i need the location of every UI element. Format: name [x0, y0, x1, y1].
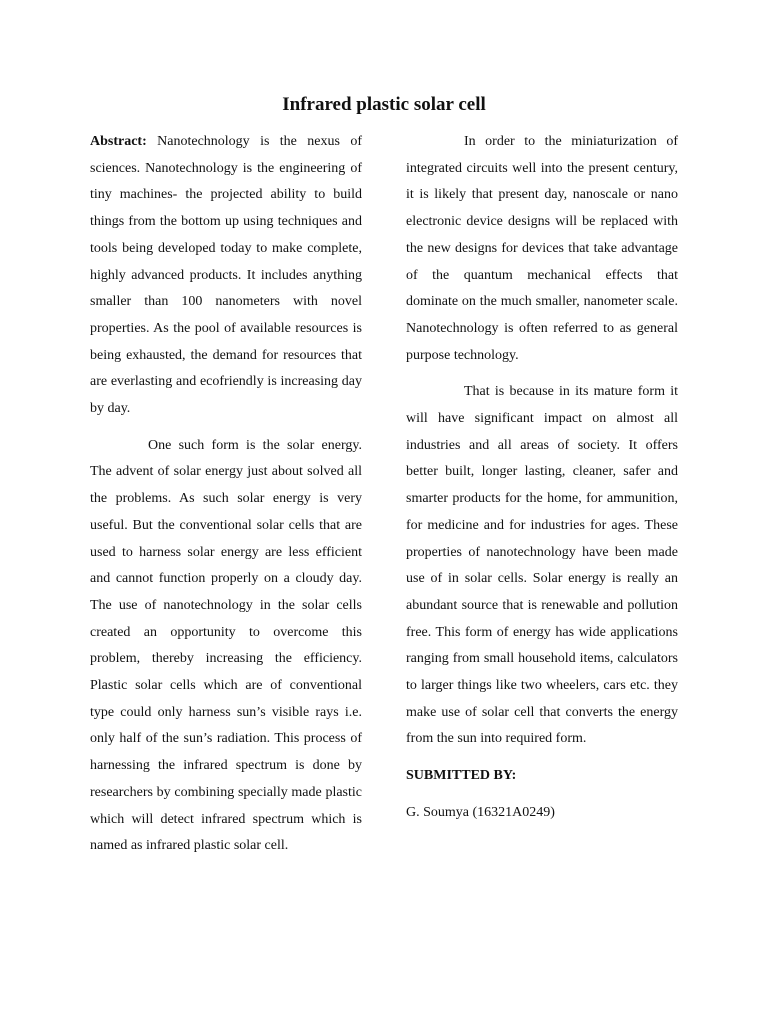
miniaturization-paragraph: In order to the miniaturization of integrated circuits well into the present century, it is likely that present day, nanoscale or nano electronic device designs will be replaced with the new designs for devices that take advantage of the quantum mechanical effects that dominate on the much smaller, nanometer scale. Nanotechnology is often referred to as general purpose technology.: [406, 134, 678, 363]
submitted-by-heading: SUBMITTED BY:: [406, 768, 517, 784]
solar-energy-paragraph: One such form is the solar energy. The advent of solar energy just about solved all the problems. As such solar energy is very useful. But the conventional solar cells that are used to harness solar energy are less efficient and cannot function properly on a cloudy day. The use of nanotechnology in the solar cells created an opportunity to overcome this problem, thereby increasing the efficiency. Plastic solar cells which are of conventional type could only harness sun’s visible rays i.e. only half of the sun’s radiation. This process of harnessing the infrared spectrum is done by researchers by combining specially made plastic which will detect infrared spectrum which is named as infrared plastic solar cell.: [90, 437, 362, 854]
left-column: [90, 129, 362, 860]
abstract-label: Abstract:: [90, 134, 147, 149]
abstract-text: Nanotechnology is the nexus of sciences. Nanotechnology is the engineering of tiny machines- the projected ability to build things from the bottom up using techniques and tools being developed today to make complete, highly advanced products. It includes anything smaller than 100 nanometers with novel properties. As the pool of available resources is being exhausted, the demand for resources that are everlasting and ecofriendly is increasing day by day.: [90, 134, 362, 417]
document-title: Infrared plastic solar cell: [282, 94, 486, 115]
author-line: G. Soumya (16321A0249): [406, 804, 555, 820]
mature-form-paragraph: That is because in its mature form it will have significant impact on almost all industries and all areas of society. It offers better built, longer lasting, cleaner, safer and smarter products for the home, for ammunition, for medicine and for industries for ages. These properties of nanotechnology have been made use of in solar cells. Solar energy is really an abundant source that is renewable and pollution free. This form of energy has wide applications ranging from small household items, calculators to larger things like two wheelers, cars etc. they make use of solar cell that converts the energy from the sun into required form.: [406, 384, 678, 747]
abstract-paragraph: [90, 129, 362, 423]
right-column: [406, 129, 678, 827]
